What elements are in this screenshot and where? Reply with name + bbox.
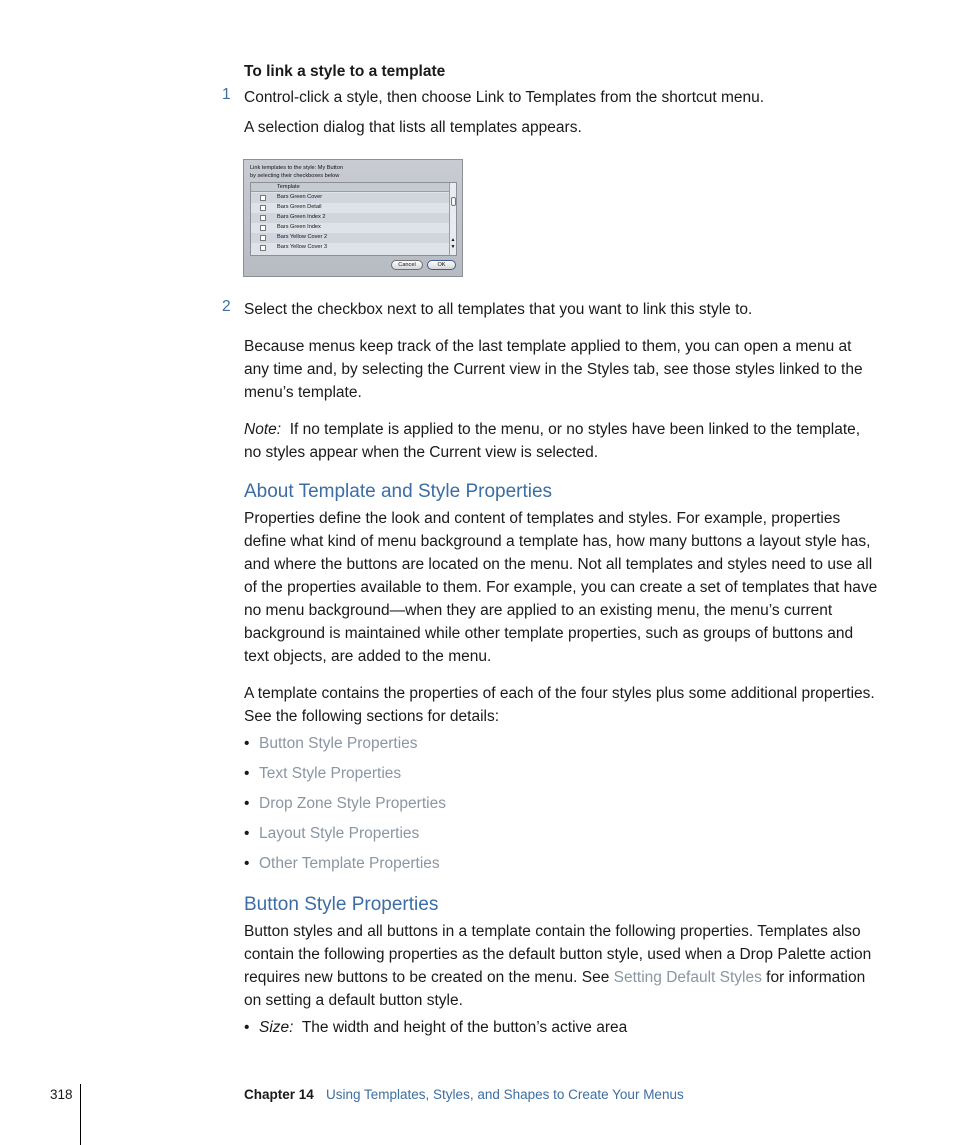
cancel-button[interactable]: Cancel bbox=[391, 260, 423, 270]
template-row-label: Bars Yellow Cover 2 bbox=[277, 234, 328, 240]
dialog-title-line-2: by selecting their checkboxes below bbox=[250, 173, 340, 179]
template-row[interactable] bbox=[251, 233, 449, 243]
size-label: Size: bbox=[259, 1019, 294, 1036]
size-description: The width and height of the button’s active area bbox=[301, 1019, 628, 1036]
template-list-header bbox=[251, 183, 449, 192]
link-text-style-properties[interactable]: Text Style Properties bbox=[259, 765, 402, 782]
template-list-scrollbar[interactable] bbox=[449, 183, 456, 255]
button-section-paragraph bbox=[244, 920, 878, 1012]
menus-track-paragraph: Because menus keep track of the last template applied to them, you can open a menu at any time and, by selecting the Current view in the Styles tab, see those styles linked to the menu’s template. bbox=[244, 338, 863, 401]
template-checkbox[interactable] bbox=[260, 215, 266, 221]
template-row-label: Bars Green Detail bbox=[277, 204, 322, 210]
step-1-result: A selection dialog that lists all templates appears. bbox=[244, 119, 582, 136]
link-setting-default-styles[interactable]: Setting Default Styles bbox=[613, 969, 762, 986]
bullet-icon: • bbox=[244, 1019, 250, 1036]
page-number: 318 bbox=[50, 1087, 73, 1102]
footer-divider bbox=[80, 1084, 81, 1145]
bullet-icon: • bbox=[244, 735, 250, 752]
template-row-label: Bars Green Index bbox=[277, 224, 321, 230]
link-templates-dialog bbox=[243, 159, 463, 277]
template-row-label: Bars Green Cover bbox=[277, 194, 323, 200]
template-row[interactable] bbox=[251, 243, 449, 253]
template-row[interactable] bbox=[251, 213, 449, 223]
template-row[interactable] bbox=[251, 203, 449, 213]
template-checkbox[interactable] bbox=[260, 225, 266, 231]
link-drop-zone-style-properties[interactable]: Drop Zone Style Properties bbox=[259, 795, 446, 812]
template-checkbox[interactable] bbox=[260, 205, 266, 211]
bullet-icon: • bbox=[244, 855, 250, 872]
about-paragraph-2: A template contains the properties of each of the four styles plus some additional properties. See the following sections for details: bbox=[244, 685, 875, 725]
chapter-label: Chapter 14 bbox=[244, 1087, 314, 1102]
note-text: If no template is applied to the menu, or no styles have been linked to the template, no styles appear when the Current view is selected. bbox=[244, 421, 861, 461]
bullet-icon: • bbox=[244, 825, 250, 842]
chapter-title: Using Templates, Styles, and Shapes to Create Your Menus bbox=[326, 1087, 684, 1102]
template-list[interactable] bbox=[250, 182, 457, 256]
link-layout-style-properties[interactable]: Layout Style Properties bbox=[259, 825, 420, 842]
dialog-title bbox=[250, 164, 343, 180]
button-paragraph-text-after: for information on setting a default button style. bbox=[244, 969, 866, 1009]
step-1-text: Control-click a style, then choose Link to Templates from the shortcut menu. bbox=[244, 89, 765, 106]
template-checkbox[interactable] bbox=[260, 245, 266, 251]
template-row[interactable] bbox=[251, 223, 449, 233]
bullet-icon: • bbox=[244, 765, 250, 782]
scroll-down-arrow-icon[interactable]: ▼ bbox=[450, 244, 456, 250]
ok-button[interactable]: OK bbox=[427, 260, 456, 270]
about-paragraph-1: Properties define the look and content of templates and styles. For example, properties define what kind of menu background a template has, how many buttons a layout style has, and where the buttons are located on the menu. Not all templates and styles need to use all of the properties available to them. For example, you can create a set of templates that have no menu background—when they are applied to an existing menu, the menu’s current background is maintained while other template properties, such as groups of buttons and text objects, are added to the menu. bbox=[244, 510, 878, 665]
bullet-icon: • bbox=[244, 795, 250, 812]
about-section-heading: About Template and Style Properties bbox=[244, 481, 553, 502]
template-row-label: Bars Yellow Cover 3 bbox=[277, 244, 328, 250]
step-number-2: 2 bbox=[222, 298, 231, 315]
step-2-text: Select the checkbox next to all templates that you want to link this style to. bbox=[244, 301, 753, 318]
scrollbar-thumb[interactable] bbox=[451, 197, 456, 206]
size-property bbox=[259, 1019, 627, 1037]
step-number-1: 1 bbox=[222, 86, 231, 103]
template-row-label: Bars Green Index 2 bbox=[277, 214, 326, 220]
template-checkbox[interactable] bbox=[260, 195, 266, 201]
template-row[interactable] bbox=[251, 193, 449, 203]
template-checkbox[interactable] bbox=[260, 235, 266, 241]
link-button-style-properties[interactable]: Button Style Properties bbox=[259, 735, 418, 752]
task-heading: To link a style to a template bbox=[244, 63, 446, 80]
note-paragraph bbox=[244, 418, 878, 464]
button-section-heading: Button Style Properties bbox=[244, 894, 439, 915]
dialog-title-line-1: Link templates to the style: My Button bbox=[250, 165, 343, 171]
note-label: Note: bbox=[244, 421, 282, 438]
button-paragraph-text-before: Button styles and all buttons in a template contain the following properties. Templates also contain the following properties as the default button style, used when a Drop Palette action requires new buttons to be created on the menu. See bbox=[244, 923, 872, 986]
scroll-up-arrow-icon[interactable]: ▲ bbox=[450, 237, 456, 243]
link-other-template-properties[interactable]: Other Template Properties bbox=[259, 855, 440, 872]
template-column-header: Template bbox=[277, 184, 300, 190]
